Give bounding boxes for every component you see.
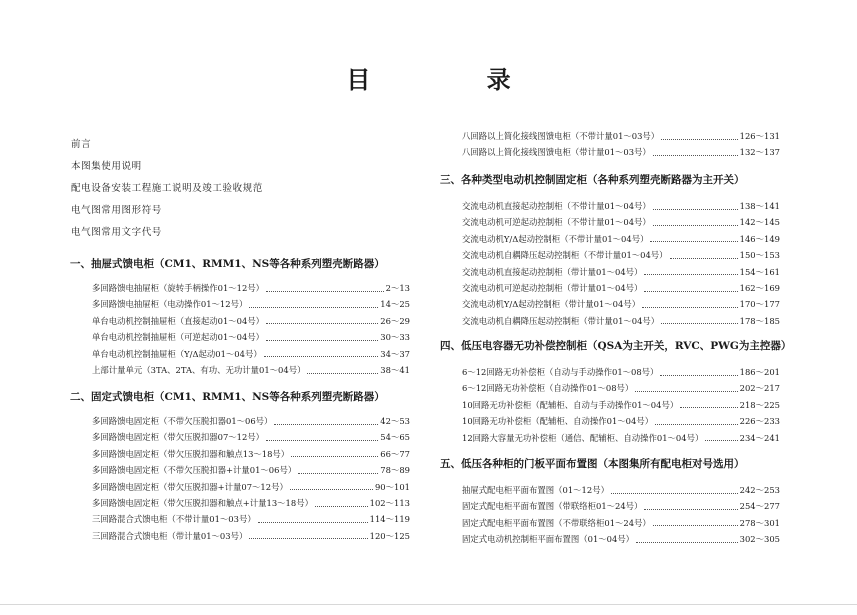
leader-dots — [274, 416, 378, 425]
toc-entry[interactable] — [462, 515, 780, 531]
leader-dots — [644, 266, 737, 275]
leader-dots — [655, 416, 738, 425]
intro-item-codes[interactable]: 电气图常用文字代号 — [71, 227, 162, 238]
leader-dots — [315, 498, 368, 507]
page-bottom-rule — [0, 604, 857, 605]
entry-list — [70, 280, 410, 378]
entry-label: 多回路馈电固定柜（带欠压脱扣器07～12号） — [92, 432, 265, 443]
toc-entry[interactable] — [462, 198, 780, 214]
toc-entry[interactable] — [462, 214, 780, 230]
entry-pages: 218～225 — [739, 399, 780, 410]
entry-pages: 170～177 — [739, 299, 780, 310]
toc-entry[interactable] — [92, 362, 410, 378]
leader-dots — [266, 283, 384, 292]
leader-dots — [298, 465, 378, 474]
entry-pages: 142～145 — [739, 217, 780, 228]
entry-label: 多回路馈电固定柜（带欠压脱扣器和触点13～18号） — [92, 448, 290, 459]
entry-pages: 138～141 — [739, 201, 780, 211]
entry-label: 固定式配电柜平面布置图（带联络柜01～24号） — [462, 501, 643, 512]
leader-dots — [611, 485, 738, 494]
entry-pages: 14～25 — [380, 299, 410, 310]
entry-label: 交流电动机Y/Δ起动控制柜（带计量01～04号） — [462, 299, 641, 310]
entry-label: 交流电动机自耦降压起动控制柜（带计量01～04号） — [462, 315, 660, 326]
entry-list — [440, 482, 780, 548]
toc-entry[interactable] — [92, 413, 410, 429]
entry-label: 6～12回路无功补偿柜（自动与手动操作01～08号） — [462, 367, 659, 377]
toc-entry[interactable] — [462, 364, 780, 380]
toc-entry[interactable] — [462, 128, 780, 144]
entry-label: 抽屉式配电柜平面布置图（01～12号） — [462, 485, 609, 495]
intro-item-spec[interactable]: 配电设备安装工程施工说明及竣工验收规范 — [71, 183, 263, 194]
leader-dots — [705, 432, 737, 441]
leader-dots — [661, 131, 737, 140]
entry-label: 单台电动机控制抽屉柜（直接起动01～04号） — [92, 315, 265, 326]
toc-entry[interactable] — [92, 280, 410, 296]
toc-entry[interactable] — [462, 397, 780, 413]
leader-dots — [290, 481, 373, 490]
toc-entry[interactable] — [462, 531, 780, 547]
toc-entry[interactable] — [462, 296, 780, 312]
entry-pages: 302～305 — [739, 534, 780, 545]
entry-label: 交流电动机直接起动控制柜（不带计量01～04号） — [462, 201, 651, 211]
toc-entry[interactable] — [92, 528, 410, 544]
leader-dots — [249, 530, 367, 539]
leader-dots — [670, 250, 738, 259]
entry-pages: 234～241 — [739, 432, 780, 443]
leader-dots — [661, 315, 737, 324]
leader-dots — [642, 299, 738, 308]
toc-section-5 — [440, 454, 780, 548]
leader-dots — [266, 432, 378, 441]
entry-label: 多回路馈电固定柜（不带欠压脱扣器+计量01～06号） — [92, 465, 297, 476]
intro-item-usage[interactable]: 本图集使用说明 — [71, 161, 142, 172]
toc-entry[interactable] — [92, 346, 410, 362]
entry-pages: 254～277 — [739, 501, 780, 512]
entry-label: 10回路无功补偿柜（配辅柜、自动操作01～04号） — [462, 416, 654, 427]
toc-section-3 — [440, 170, 780, 329]
toc-entry[interactable] — [92, 429, 410, 445]
entry-pages: 178～185 — [739, 315, 780, 326]
entry-pages: 126～131 — [739, 131, 780, 141]
intro-list — [71, 134, 263, 244]
page-title: 目 录 — [346, 65, 565, 94]
leader-dots — [258, 514, 368, 523]
entry-pages: 42～53 — [380, 416, 410, 426]
entry-pages: 162～169 — [739, 282, 780, 293]
entry-pages: 226～233 — [739, 416, 780, 427]
entry-label: 多回路馈电固定柜（带欠压脱扣器和触点+计量13～18号） — [92, 497, 313, 508]
entry-label: 交流电动机直接起动控制柜（带计量01～04号） — [462, 266, 643, 277]
entry-pages: 54～65 — [380, 432, 410, 443]
entry-label: 单台电动机控制抽屉柜（可逆起动01～04号） — [92, 332, 265, 343]
toc-entry[interactable] — [462, 498, 780, 514]
toc-entry[interactable] — [462, 430, 780, 446]
section-heading: 一、抽屉式馈电柜（CM1、RMM1、NS等各种系列塑壳断路器） — [70, 258, 385, 270]
entry-pages: 278～301 — [739, 517, 780, 528]
intro-item-symbols[interactable]: 电气图常用图形符号 — [71, 205, 162, 216]
toc-entry[interactable] — [92, 296, 410, 312]
toc-section-4 — [440, 336, 792, 446]
toc-entry[interactable] — [462, 380, 780, 396]
leader-dots — [653, 517, 738, 526]
entry-label: 上部计量单元（3TA、2TA、有功、无功计量01～04号） — [92, 364, 306, 375]
leader-dots — [680, 399, 737, 408]
entry-label: 交流电动机Y/Δ起动控制柜（不带计量01～04号） — [462, 233, 649, 244]
entry-pages: 102～113 — [369, 497, 410, 508]
toc-section-2-continued — [462, 128, 780, 161]
leader-dots — [644, 501, 737, 510]
entry-pages: 186～201 — [739, 367, 780, 377]
entry-pages: 120～125 — [369, 530, 410, 541]
intro-item-preface[interactable]: 前言 — [71, 139, 92, 150]
leader-dots — [264, 348, 379, 357]
entry-label: 多回路馈电抽屉柜（旋转手柄操作01～12号） — [92, 283, 265, 293]
entry-label: 固定式配电柜平面布置图（不带联络柜01～24号） — [462, 517, 651, 528]
entry-label: 12回路大容量无功补偿柜（通信、配辅柜、自动操作01～04号） — [462, 432, 704, 443]
entry-list — [440, 364, 780, 446]
entry-pages: 202～217 — [739, 383, 780, 394]
entry-pages: 132～137 — [739, 147, 780, 158]
toc-entry[interactable] — [462, 144, 780, 160]
entry-label: 固定式电动机控制柜平面布置图（01～04号） — [462, 534, 635, 545]
entry-label: 交流电动机可逆起动控制柜（带计量01～04号） — [462, 282, 643, 293]
entry-pages: 34～37 — [380, 348, 410, 359]
entry-label: 多回路馈电固定柜（带欠压脱扣器+计量07～12号） — [92, 481, 288, 492]
toc-entry[interactable] — [92, 446, 410, 462]
entry-pages: 30～33 — [380, 332, 410, 343]
toc-entry[interactable] — [462, 280, 780, 296]
entry-pages: 2～13 — [385, 283, 410, 293]
leader-dots — [653, 147, 738, 156]
entry-label: 单台电动机控制抽屉柜（Y/Δ起动01～04号） — [92, 348, 262, 359]
entry-pages: 78～89 — [380, 465, 410, 476]
toc-entry[interactable] — [462, 264, 780, 280]
entry-pages: 150～153 — [739, 250, 780, 261]
entry-label: 八回路以上简化接线图馈电柜（带计量01～03号） — [462, 147, 651, 158]
toc-section-2 — [70, 387, 410, 544]
toc-entry[interactable] — [92, 329, 410, 345]
section-heading: 五、低压各种柜的门板平面布置图（本图集所有配电柜对号选用） — [440, 458, 745, 470]
entry-pages: 26～29 — [380, 315, 410, 326]
toc-entry[interactable] — [92, 511, 410, 527]
leader-dots — [653, 201, 738, 210]
entry-label: 多回路馈电抽屉柜（电动操作01～12号） — [92, 299, 248, 310]
entry-label: 八回路以上简化接线图馈电柜（不带计量01～03号） — [462, 131, 660, 141]
entry-list — [70, 413, 410, 544]
entry-label: 10回路无功补偿柜（配辅柜、自动与手动操作01～04号） — [462, 399, 679, 410]
entry-pages: 66～77 — [380, 448, 410, 459]
leader-dots — [650, 233, 737, 242]
toc-entry[interactable] — [462, 313, 780, 329]
entry-pages: 242～253 — [739, 485, 780, 495]
toc-entry[interactable] — [92, 495, 410, 511]
entry-pages: 154～161 — [739, 266, 780, 277]
entry-pages: 38～41 — [380, 364, 410, 375]
entry-label: 三回路混合式馈电柜（带计量01～03号） — [92, 530, 248, 541]
section-heading: 二、固定式馈电柜（CM1、RMM1、NS等各种系列塑壳断路器） — [70, 391, 385, 403]
entry-label: 三回路混合式馈电柜（不带计量01～03号） — [92, 514, 256, 525]
entry-label: 多回路馈电固定柜（不带欠压脱扣器01～06号） — [92, 416, 273, 426]
toc-entry[interactable] — [462, 413, 780, 429]
toc-entry[interactable] — [92, 462, 410, 478]
entry-pages: 114～119 — [369, 514, 410, 525]
leader-dots — [644, 283, 737, 292]
entry-list — [440, 198, 780, 329]
leader-dots — [266, 332, 378, 341]
leader-dots — [636, 534, 738, 543]
toc-entry[interactable] — [92, 313, 410, 329]
entry-label: 6～12回路无功补偿柜（自动操作01～08号） — [462, 383, 634, 394]
toc-entry[interactable] — [462, 247, 780, 263]
leader-dots — [249, 299, 378, 308]
leader-dots — [266, 315, 378, 324]
toc-section-1 — [70, 254, 410, 378]
entry-pages: 90～101 — [374, 481, 410, 492]
leader-dots — [291, 448, 378, 457]
leader-dots — [653, 217, 738, 226]
leader-dots — [660, 367, 737, 376]
leader-dots — [635, 383, 737, 392]
entry-label: 交流电动机自耦降压起动控制柜（不带计量01～04号） — [462, 250, 668, 261]
section-heading: 四、低压电容器无功补偿控制柜（QSA为主开关，RVC、PWG为主控器） — [440, 340, 792, 352]
section-heading: 三、各种类型电动机控制固定柜（各种系列塑壳断路器为主开关） — [440, 174, 745, 186]
toc-entry[interactable] — [92, 479, 410, 495]
toc-entry[interactable] — [462, 231, 780, 247]
leader-dots — [307, 365, 378, 374]
entry-label: 交流电动机可逆起动控制柜（不带计量01～04号） — [462, 217, 651, 228]
toc-entry[interactable] — [462, 482, 780, 498]
entry-pages: 146～149 — [739, 233, 780, 244]
